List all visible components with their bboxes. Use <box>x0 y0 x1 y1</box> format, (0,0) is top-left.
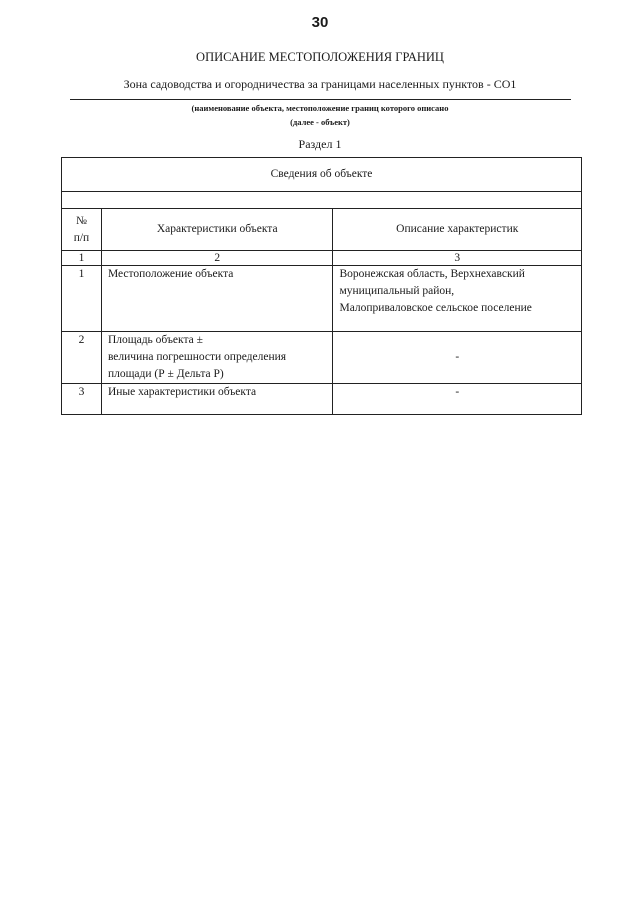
column-number-row <box>62 251 582 266</box>
row-description: - <box>333 332 582 384</box>
table-header-row <box>62 209 582 251</box>
table-caption-row <box>62 158 582 192</box>
header-characteristics: Характеристики объекта <box>101 209 333 251</box>
column-number: 3 <box>333 251 582 266</box>
row-description-line: муниципальный район, <box>339 285 455 297</box>
row-description <box>333 266 582 332</box>
section-heading: Раздел 1 <box>298 137 342 151</box>
row-characteristic-line: площади (Р ± Дельта Р) <box>107 368 224 380</box>
table-row <box>62 266 582 332</box>
header-num <box>62 209 102 251</box>
zone-name: Зона садоводства и огородничества за границами населенных пунктов - СО1 <box>123 77 517 91</box>
row-characteristic-line: Площадь объекта ± <box>107 334 203 346</box>
table-row <box>62 384 582 415</box>
object-info-table <box>61 157 582 415</box>
page-number: 30 <box>311 14 329 31</box>
row-characteristic-line: Местоположение объекта <box>107 268 234 280</box>
row-num: 1 <box>62 266 102 332</box>
row-description-line: Малоприваловское сельское поселение <box>339 302 532 314</box>
header-description: Описание характеристик <box>333 209 582 251</box>
row-characteristic-line: Иные характеристики объекта <box>107 386 257 398</box>
table-spacer-cell <box>62 192 582 209</box>
row-characteristic <box>101 384 333 415</box>
row-description: - <box>333 384 582 415</box>
row-description-line: Воронежская область, Верхнехавский <box>339 268 525 280</box>
object-note-line-1: (наименование объекта, местоположение границ которого описано <box>191 103 449 113</box>
table-spacer-row <box>62 192 582 209</box>
document-title: ОПИСАНИЕ МЕСТОПОЛОЖЕНИЯ ГРАНИЦ <box>196 50 444 64</box>
object-note-line-2: (далее - объект) <box>290 117 350 127</box>
row-num: 2 <box>62 332 102 384</box>
column-number: 2 <box>101 251 333 266</box>
row-num: 3 <box>62 384 102 415</box>
table-row <box>62 332 582 384</box>
header-num-line-2: п/п <box>73 231 90 244</box>
row-characteristic <box>101 332 333 384</box>
row-characteristic-line: величина погрешности определения <box>107 351 287 363</box>
table-caption: Сведения об объекте <box>62 158 582 192</box>
header-num-line-1: № <box>75 214 87 227</box>
row-characteristic <box>101 266 333 332</box>
underline-rule <box>70 99 571 100</box>
column-number: 1 <box>62 251 102 266</box>
